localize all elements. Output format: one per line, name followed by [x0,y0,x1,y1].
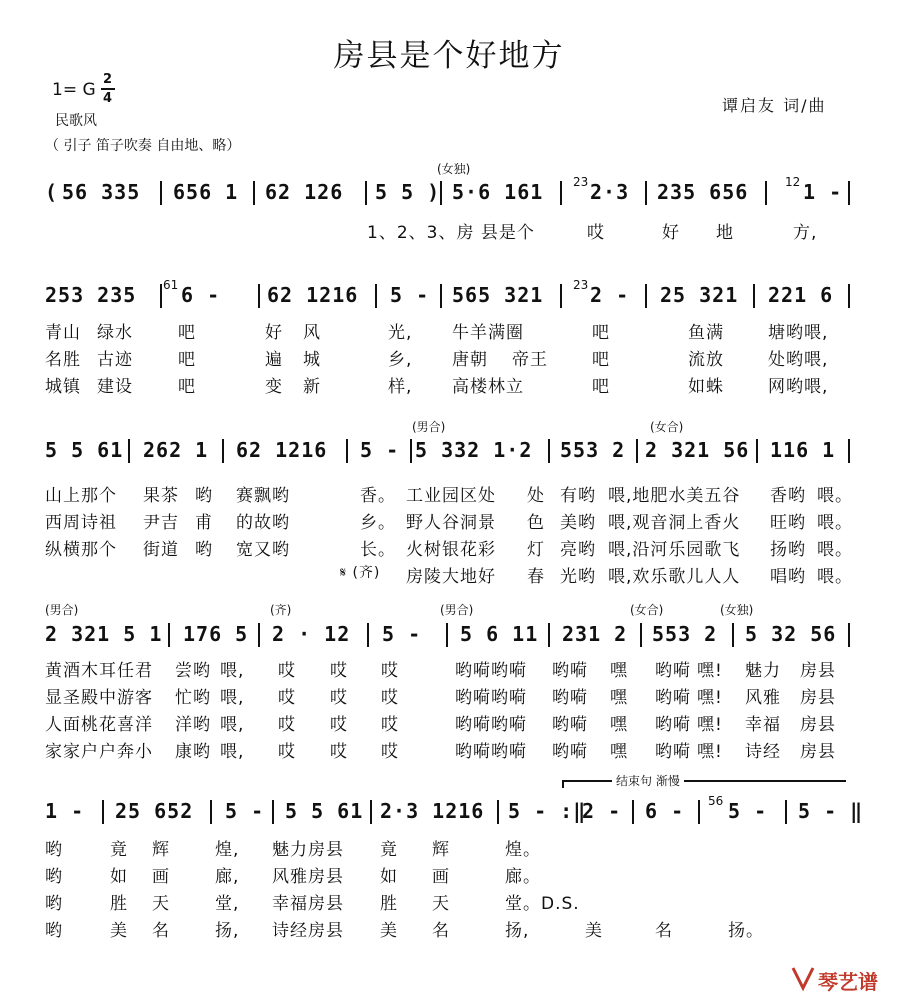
barline [698,800,700,824]
lyric: 哎 [330,661,348,681]
barline [168,623,170,647]
barline [370,800,372,824]
lyric: 房县 [800,715,836,735]
lyric: 名 [432,921,450,941]
lyric: 有哟 [560,486,596,506]
staff-line-1 [0,175,898,215]
lyric: 哎 [278,661,296,681]
lyric: 喂。 [817,486,853,506]
lyric: 哟嗬 [655,688,691,708]
lyric: 1、2、3、房 县是个 [367,223,535,243]
lyric: 哎 [330,742,348,762]
lyric: 房县 [800,742,836,762]
barline [258,623,260,647]
note-group: 25 652 [115,799,194,823]
segno-sign: 𝄋 (齐) [340,565,381,581]
barline [128,439,130,463]
lyric: 灯 [527,540,545,560]
note-group: 5 5 ) [375,180,441,204]
note-group: 262 1 [143,438,209,462]
lyric: 喂, [220,742,245,762]
lyric: 哎 [381,715,399,735]
lyric: 变 [265,377,283,397]
note-group: 62 126 [265,180,344,204]
lyric: 哟 [45,921,63,941]
lyric: 辉 [432,840,450,860]
grace-note: 56 [708,794,724,808]
lyric: 洋哟 [175,715,211,735]
lyric: 名 [152,921,170,941]
note-group: 5 - :‖ [508,799,587,823]
part-marker: (齐) [270,603,292,617]
note-group: 565 321 [452,283,544,307]
lyric: 幸福 [745,715,781,735]
lyric: 喂。 [817,513,853,533]
barline [636,439,638,463]
note-group: 62 1216 [267,283,359,307]
ending-label: 结束句 渐慢 [612,772,684,789]
lyric: 嘿 [610,742,628,762]
note-group: 25 321 [660,283,739,307]
lyric: 哟嗬 [552,661,588,681]
note-group: 176 5 [183,622,249,646]
barline [640,623,642,647]
lyric: 唐朝 [452,350,488,370]
note-group: 1 - [803,180,843,204]
lyric: 房县 [800,661,836,681]
lyric: 喂, [220,688,245,708]
lyric: 堂, [215,894,240,914]
lyric: 哟嗬 [552,688,588,708]
note-group: 116 1 [770,438,836,462]
barline [753,284,755,308]
lyric: 天 [152,894,170,914]
barline [848,284,850,308]
part-marker: (男合) [440,603,474,617]
staff-line-2 [0,278,898,318]
lyric: 唱哟 [770,567,806,587]
barline [732,623,734,647]
lyric: 哟嗬 [552,715,588,735]
barline [258,284,260,308]
lyric: 尝哟 [175,661,211,681]
lyric: 如 [380,867,398,887]
lyric: 喂, [220,661,245,681]
lyric: 古迹 [97,350,133,370]
note-group: 5·6 161 [452,180,544,204]
lyric: 地 [716,223,734,243]
barline [367,623,369,647]
lyric: 扬哟 [770,540,806,560]
note-group: 6 - [181,283,221,307]
credit: 谭启友 词/曲 [722,96,827,115]
lyric: 遍 [265,350,283,370]
lyric: 香。 [360,486,396,506]
part-marker: (女独) [720,603,754,617]
lyric: 喂。 [817,540,853,560]
lyric: 如蛛 [688,377,724,397]
staff-line-5 [0,794,898,834]
grace-note: 61 [163,278,179,292]
barline [375,284,377,308]
lyric: 魅力 [745,661,781,681]
lyric: 城 [303,350,321,370]
lyric: 工业园区处 [406,486,496,506]
staff-line-4 [0,617,898,657]
lyric: 堂。D.S. [505,894,580,914]
barline [848,623,850,647]
lyric: 煌。 [505,840,541,860]
lyric: 牛羊满圈 [452,323,524,343]
note-group: 1 - [45,799,85,823]
lyric: 竟 [110,840,128,860]
note-group: 221 6 [768,283,834,307]
barline [548,623,550,647]
lyric: 哟嗬哟嗬 [455,715,527,735]
barline [765,181,767,205]
barline [410,439,412,463]
lyric: 扬, [215,921,240,941]
lyric: 哎 [381,688,399,708]
lyric: 哟嗬哟嗬 [455,742,527,762]
meter-line [101,88,115,90]
lyric: 天 [432,894,450,914]
lyric: 流放 [688,350,724,370]
note-group: 2 - [582,799,622,823]
lyric: 处哟喂, [768,350,829,370]
intro-note: （ 引子 笛子吹奏 自由地、略） [45,138,241,154]
note-group: 5 - ‖ [798,799,864,823]
barline [365,181,367,205]
lyric: 哟嗬哟嗬 [455,661,527,681]
note-group: 553 2 [560,438,626,462]
lyric: 辉 [152,840,170,860]
lyric: 吧 [178,323,196,343]
lyric: 处 [527,486,545,506]
lyric: 哎 [278,688,296,708]
note-group: 5 332 1·2 [415,438,533,462]
ending-bracket [562,780,846,782]
lyric: 春 [527,567,545,587]
lyric: 喂,地肥水美五谷 [608,486,741,506]
lyric: 哟 [45,867,63,887]
lyric: 哟嗬 [655,742,691,762]
lyric: 哎 [381,661,399,681]
lyric: 诗经房县 [272,921,344,941]
lyric: 香哟 [770,486,806,506]
lyric: 青山 [45,323,81,343]
part-marker: (男合) [45,603,79,617]
lyric: 哎 [330,688,348,708]
lyric: 名胜 [45,350,81,370]
lyric: 哎 [278,715,296,735]
barline [645,181,647,205]
lyric: 火树银花彩 [406,540,496,560]
lyric: 忙哟 [175,688,211,708]
lyric: 好 [662,223,680,243]
lyric: 好 [265,323,283,343]
lyric: 吧 [592,323,610,343]
note-group: 5 6 11 [460,622,539,646]
ending-bracket-tick [562,780,564,788]
note-group: 5 - [225,799,265,823]
lyric: 哟 [195,486,213,506]
lyric: 纵横那个 [45,540,117,560]
lyric: 康哟 [175,742,211,762]
note-group: 656 1 [173,180,239,204]
lyric: 魅力房县 [272,840,344,860]
watermark [790,965,878,995]
lyric: 美 [380,921,398,941]
barline [645,284,647,308]
barline [346,439,348,463]
note-group: 231 2 [562,622,628,646]
lyric: 吧 [592,350,610,370]
barline [848,181,850,205]
lyric: 的故哟 [236,513,290,533]
note-group: 6 - [645,799,685,823]
lyric: 长。 [360,540,396,560]
note-group: 62 1216 [236,438,328,462]
lyric: 亮哟 [560,540,596,560]
note-group: 2·3 [590,180,630,204]
lyric: 哟 [195,540,213,560]
part-marker: (女合) [650,420,684,434]
barline [160,181,162,205]
lyric: 光哟 [560,567,596,587]
lyric: 赛飘哟 [236,486,290,506]
grace-note: 12 [785,175,801,189]
lyric: 哎 [587,223,605,243]
meter-bottom: 4 [103,91,113,106]
lyric: 哎 [381,742,399,762]
lyric: 甫 [195,513,213,533]
lyric: 网哟喂, [768,377,829,397]
barline [160,284,162,308]
lyric: 哎 [278,742,296,762]
note-group: 5 32 56 [745,622,837,646]
lyric: 风雅房县 [272,867,344,887]
lyric: 扬。 [728,921,764,941]
lyric: 美 [585,921,603,941]
lyric: 绿水 [97,323,133,343]
style-label: 民歌风 [55,113,97,129]
lyric: 廊, [215,867,240,887]
note-group: 5 - [382,622,422,646]
barline [560,181,562,205]
part-marker: (男合) [412,420,446,434]
lyric: 喂,观音洞上香火 [608,513,741,533]
lyric: 喂,欢乐歌儿人人 [608,567,741,587]
lyric: 哟嗬 [552,742,588,762]
lyric: 画 [152,867,170,887]
page-title: 房县是个好地方 [333,38,565,74]
barline [440,284,442,308]
note-group: 5 5 61 [285,799,364,823]
lyric: 方, [793,223,818,243]
lyric: 画 [432,867,450,887]
note-group: 253 235 [45,283,137,307]
brand-logo-icon [790,965,816,991]
lyric: 帝王 [512,350,548,370]
lyric: 吧 [178,350,196,370]
barline [756,439,758,463]
staff-line-3 [0,433,898,473]
barline [102,800,104,824]
note-group: 56 335 [62,180,141,204]
lyric: 喂,沿河乐园歌飞 [608,540,741,560]
note-group: 5 - [390,283,430,307]
lyric: 哟 [45,840,63,860]
barline [848,439,850,463]
lyric: 嘿 [610,688,628,708]
lyric: 哟 [45,894,63,914]
lyric: 黄酒木耳任君 [45,661,153,681]
lyric: 色 [527,513,545,533]
barline [560,284,562,308]
lyric: 山上那个 [45,486,117,506]
lyric: 房陵大地好 [406,567,496,587]
lyric: 宽又哟 [236,540,290,560]
barline [222,439,224,463]
lyric: 街道 [143,540,179,560]
lyric: 乡。 [360,513,396,533]
lyric: 名 [655,921,673,941]
barline [253,181,255,205]
barline [440,181,442,205]
lyric: 家家户户奔小 [45,742,153,762]
part-marker: (女独) [437,162,471,176]
part-marker: (女合) [630,603,664,617]
lyric: 嘿! [697,742,723,762]
lyric: 幸福房县 [272,894,344,914]
lyric: 样, [388,377,413,397]
lyric: 显圣殿中游客 [45,688,153,708]
barline [497,800,499,824]
barline [272,800,274,824]
lyric: 哟嗬 [655,661,691,681]
lyric: 竟 [380,840,398,860]
lyric: 喂, [220,715,245,735]
lyric: 风雅 [745,688,781,708]
lyric: 乡, [388,350,413,370]
lyric: 吧 [592,377,610,397]
barline [632,800,634,824]
note-group: 235 656 [657,180,749,204]
note-group: 2 · 12 [272,622,351,646]
lyric: 塘哟喂, [768,323,829,343]
lyric: 嘿 [610,715,628,735]
lyric: 诗经 [745,742,781,762]
lyric: 新 [303,377,321,397]
note-group: ( [45,180,59,204]
barline [785,800,787,824]
note-group: 2·3 1216 [380,799,485,823]
note-group: 2 321 5 1 [45,622,163,646]
note-group: 5 - [360,438,400,462]
lyric: 城镇 [45,377,81,397]
lyric: 嘿! [697,661,723,681]
lyric: 吧 [178,377,196,397]
lyric: 光, [388,323,413,343]
note-group: 553 2 [652,622,718,646]
note-group: 5 5 61 [45,438,124,462]
lyric: 高楼林立 [452,377,524,397]
lyric: 廊。 [505,867,541,887]
brand-name: 琴艺谱 [818,970,878,994]
note-group: 2 - [590,283,630,307]
lyric: 鱼满 [688,323,724,343]
lyric: 如 [110,867,128,887]
lyric: 风 [303,323,321,343]
lyric: 煌, [215,840,240,860]
barline [446,623,448,647]
lyric: 哟嗬 [655,715,691,735]
lyric: 旺哟 [770,513,806,533]
note-group: 5 - [728,799,768,823]
lyric: 美 [110,921,128,941]
grace-note: 23 [573,175,589,189]
lyric: 扬, [505,921,530,941]
lyric: 胜 [110,894,128,914]
grace-note: 23 [573,278,589,292]
lyric: 胜 [380,894,398,914]
lyric: 建设 [97,377,133,397]
lyric: 嘿! [697,715,723,735]
key-signature: 1= G [52,80,96,100]
lyric: 野人谷洞景 [406,513,496,533]
lyric: 果茶 [143,486,179,506]
lyric: 西周诗祖 [45,513,117,533]
lyric: 哟嗬哟嗬 [455,688,527,708]
barline [548,439,550,463]
lyric: 喂。 [817,567,853,587]
lyric: 哎 [330,715,348,735]
meter-top: 2 [103,72,113,87]
lyric: 美哟 [560,513,596,533]
lyric: 人面桃花喜洋 [45,715,153,735]
lyric: 嘿 [610,661,628,681]
lyric: 嘿! [697,688,723,708]
lyric: 尹吉 [143,513,179,533]
note-group: 2 321 56 [645,438,750,462]
lyric: 房县 [800,688,836,708]
barline [210,800,212,824]
